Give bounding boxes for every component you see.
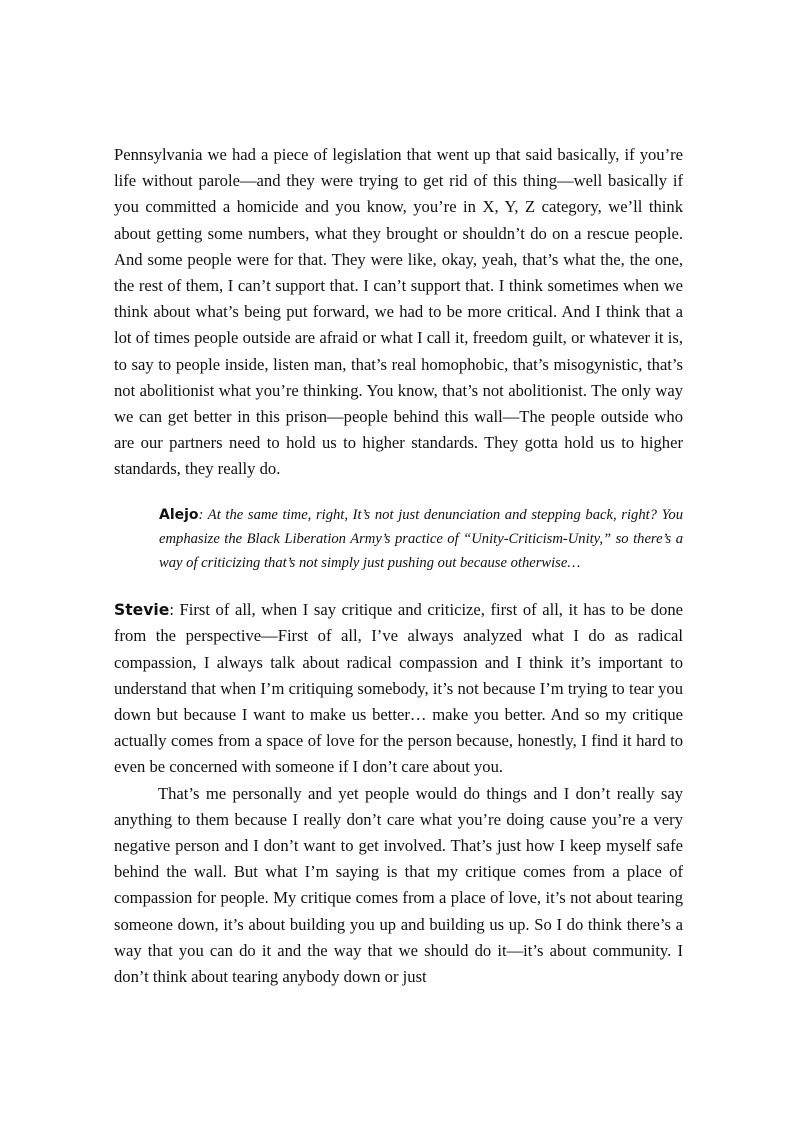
paragraph-response	[114, 597, 683, 780]
interviewer-question-block	[159, 503, 683, 576]
response-text: : First of all, when I say critique and criticize, first of all, it has to be done from the perspective—First of all, I’ve always analyzed what I do as radical compassion, I always talk about radical compassion and I think it’s important to understand that when I’m critiquing somebody, it’s not because I’m trying to tear you down but because I want to make us better… make you better. And so my critique actually comes from a space of love for the person because, honestly, I find it hard to even be concerned with someone if I don’t care about you.	[114, 600, 683, 777]
question-text: : At the same time, right, It’s not just denunciation and stepping back, right? You emphasize the Black Liberation Army’s practice of “Unity-Criticism-Unity,” so there’s a way of criticizing that’s not simply just pushing out because otherwise…	[159, 506, 683, 572]
paragraph-continuation: Pennsylvania we had a piece of legislation that went up that said basically, if you’re life without parole—and they were trying to get rid of this thing—well basically if you committed a homicide and you know, you’re in X, Y, Z category, we’ll think about getting some numbers, what they brought or shouldn’t do on a rescue people. And some people were for that. They were like, okay, yeah, that’s what the, the one, the rest of them, I can’t support that. I can’t support that. I think sometimes when we think about what’s being put forward, we had to be more critical. And I think that a lot of times people outside are afraid or what I call it, freedom guilt, or whatever it is, to say to people inside, listen man, that’s real homophobic, that’s misogynistic, that’s not abolitionist what you’re thinking. You know, that’s not abolitionist. The only way we can get better in this prison—people behind this wall—The people outside who are our partners need to hold us to higher standards. They gotta hold us to higher standards, they really do.	[114, 145, 683, 479]
speaker-name-stevie: Stevie	[114, 601, 170, 620]
document-page	[114, 142, 683, 990]
speaker-name-alejo: Alejo	[159, 506, 199, 523]
paragraph-continued-response: That’s me personally and yet people would do things and I don’t really say anything to them because I really don’t care what you’re doing cause you’re a very negative person and I don’t want to get involved. That’s just how I keep myself safe behind the wall. But what I’m saying is that my critique comes from a place of compassion for people. My critique comes from a place of love, it’s not about tearing someone down, it’s about building you up and building us up. So I do think there’s a way that you can do it and the way that we should do it—it’s about community. I don’t think about tearing anybody down or just	[114, 783, 683, 987]
